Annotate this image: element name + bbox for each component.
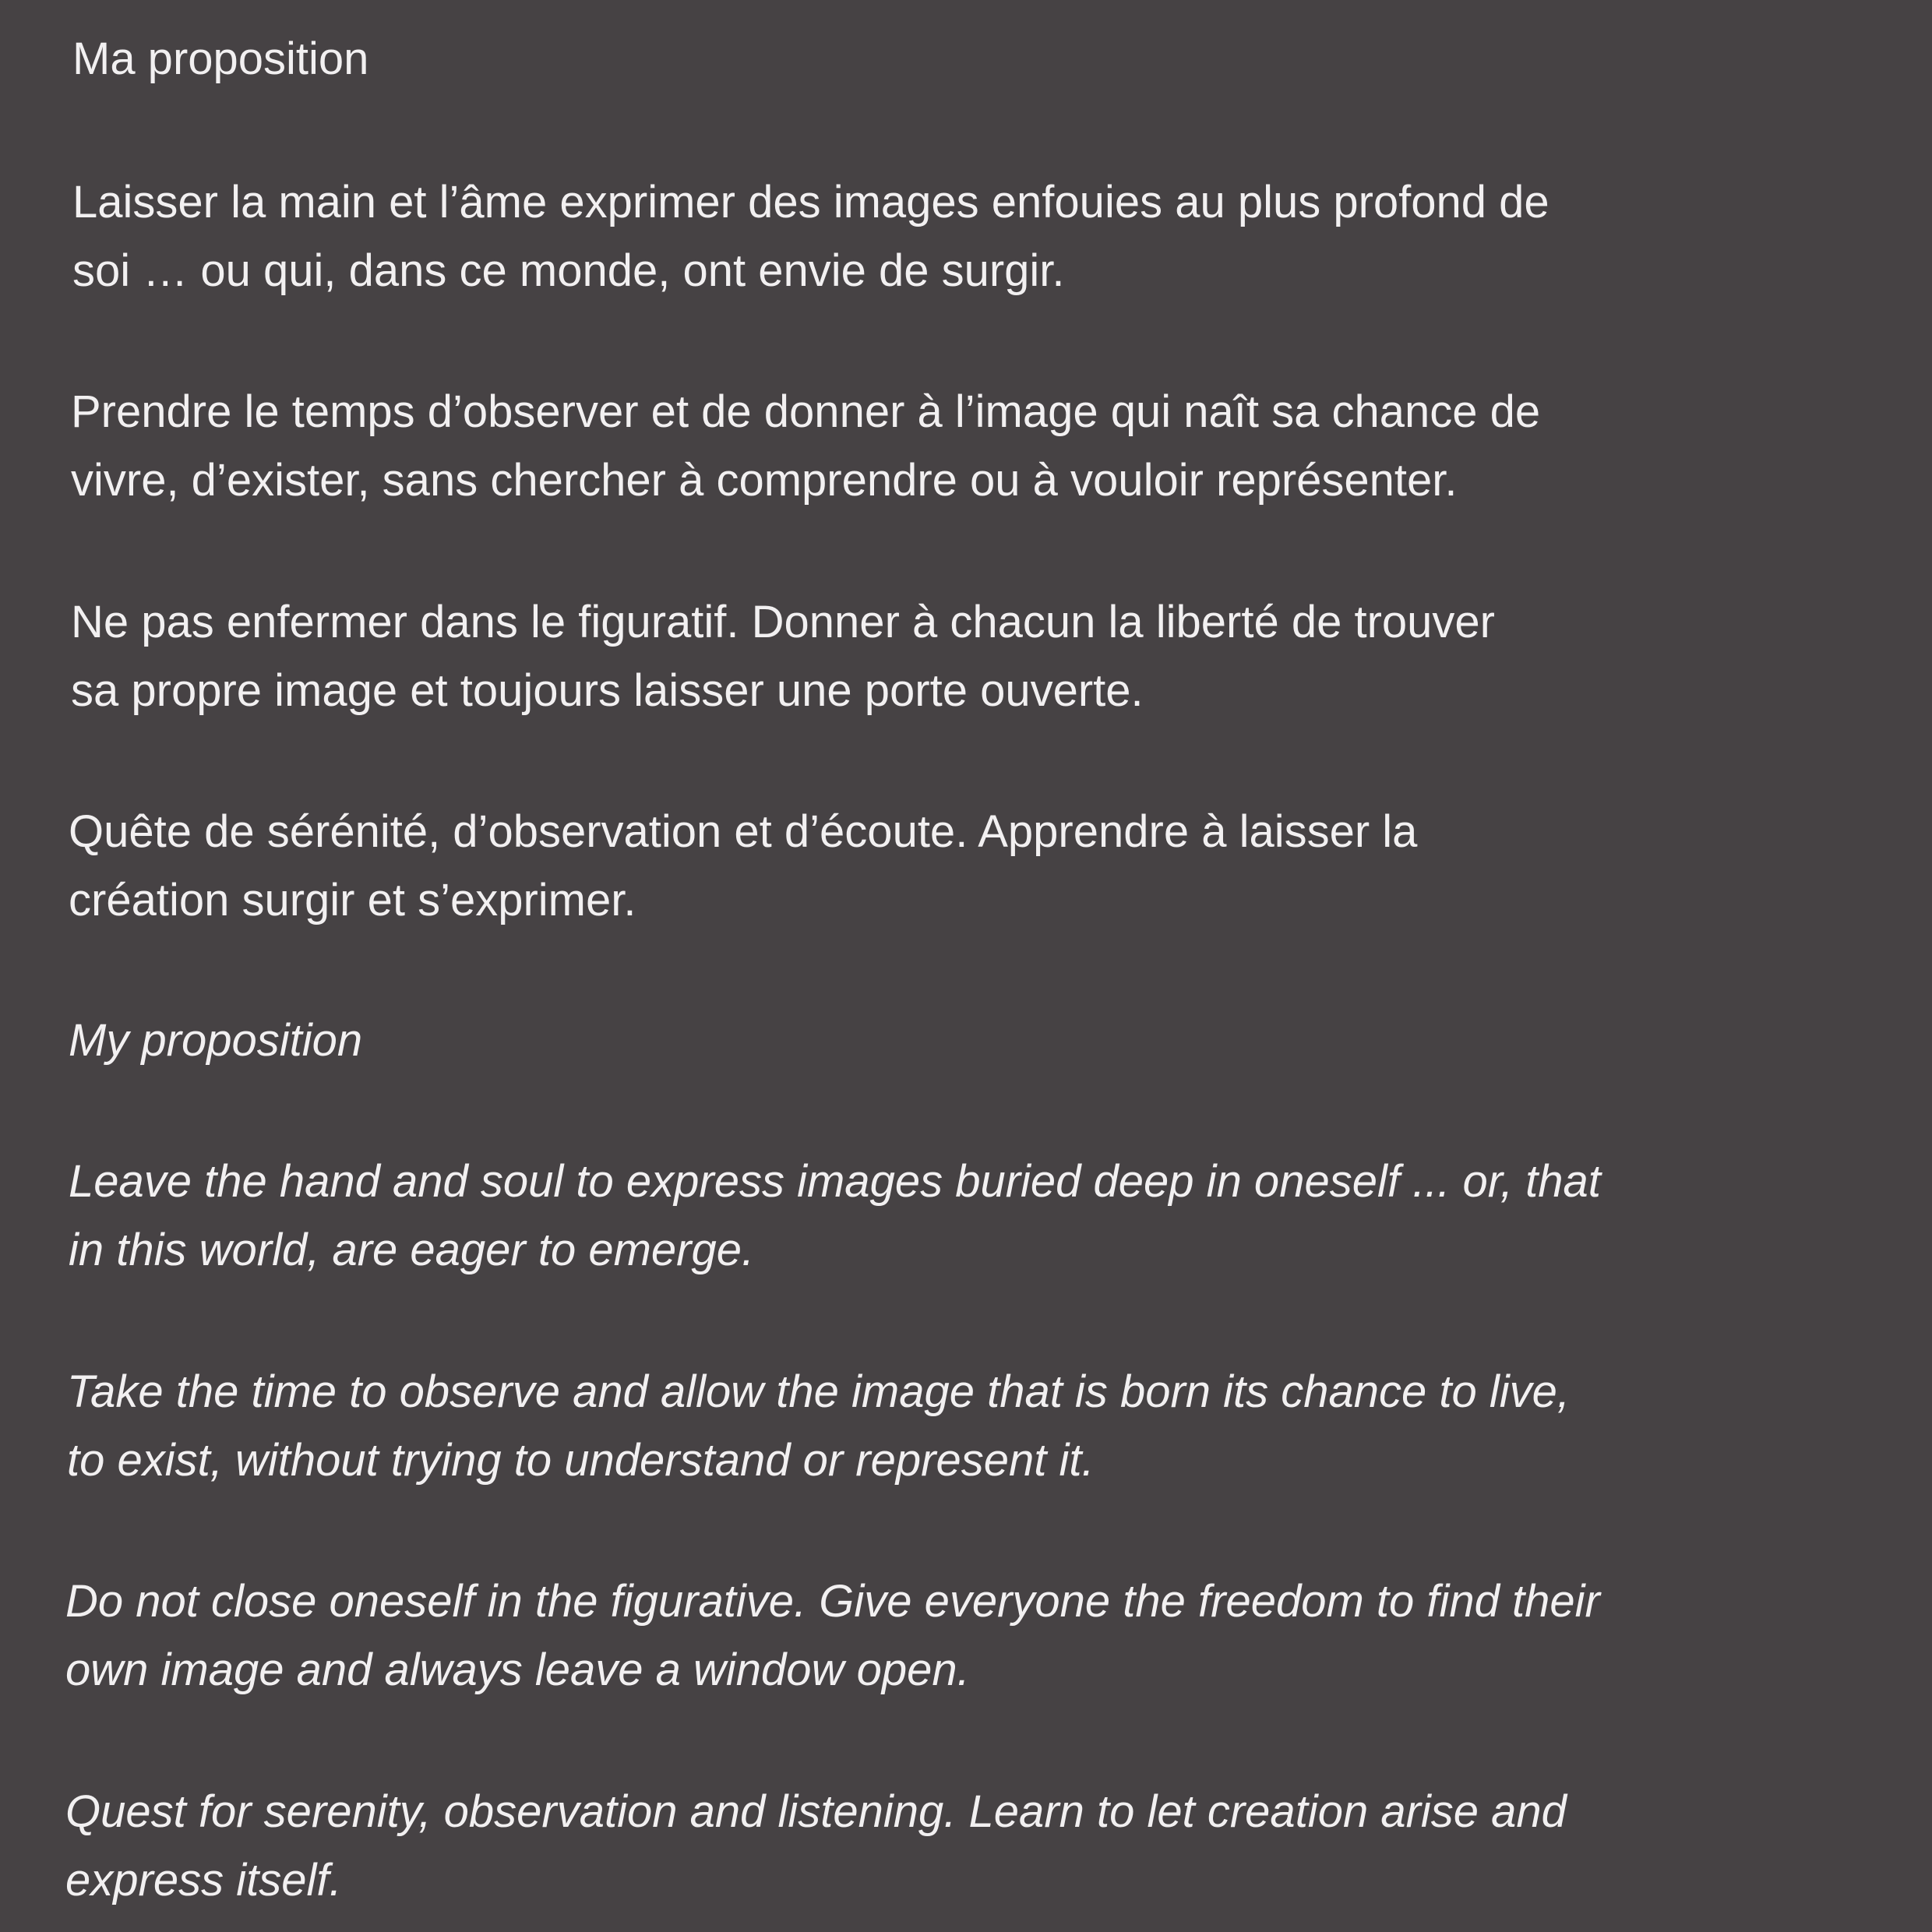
english-paragraph-1-line-2: in this world, are eager to emerge. — [69, 1225, 755, 1275]
english-paragraph-2-line-1: Take the time to observe and allow the image that is born its chance to live, — [67, 1366, 1571, 1417]
french-paragraph-3-line-1: Ne pas enfermer dans le figuratif. Donner à chacun la liberté de trouver — [71, 597, 1495, 647]
english-paragraph-4-line-2: express itself. — [65, 1855, 342, 1906]
english-paragraph-3-line-2: own image and always leave a window open. — [65, 1645, 970, 1695]
english-paragraph-2-line-2: to exist, without trying to understand or represent it. — [67, 1435, 1095, 1486]
english-paragraph-1-line-1: Leave the hand and soul to express images buried deep in oneself ... or, that — [69, 1156, 1601, 1207]
english-paragraph-3-line-1: Do not close oneself in the figurative. Give everyone the freedom to find their — [65, 1576, 1600, 1627]
english-title: My proposition — [69, 1015, 363, 1066]
french-paragraph-4-line-2: création surgir et s’exprimer. — [69, 875, 636, 925]
french-paragraph-2-line-1: Prendre le temps d’observer et de donner à l’image qui naît sa chance de — [71, 386, 1541, 437]
english-paragraph-4-line-1: Quest for serenity, observation and listening. Learn to let creation arise and — [65, 1786, 1567, 1837]
french-title: Ma proposition — [72, 33, 369, 84]
french-paragraph-1-line-1: Laisser la main et l’âme exprimer des images enfouies au plus profond de — [72, 177, 1549, 227]
french-paragraph-2-line-2: vivre, d’exister, sans chercher à comprendre ou à vouloir représenter. — [71, 455, 1458, 506]
french-paragraph-4-line-1: Quête de sérénité, d’observation et d’écoute. Apprendre à laisser la — [69, 806, 1418, 857]
french-paragraph-3-line-2: sa propre image et toujours laisser une porte ouverte. — [71, 665, 1144, 716]
french-paragraph-1-line-2: soi … ou qui, dans ce monde, ont envie de surgir. — [72, 245, 1065, 296]
